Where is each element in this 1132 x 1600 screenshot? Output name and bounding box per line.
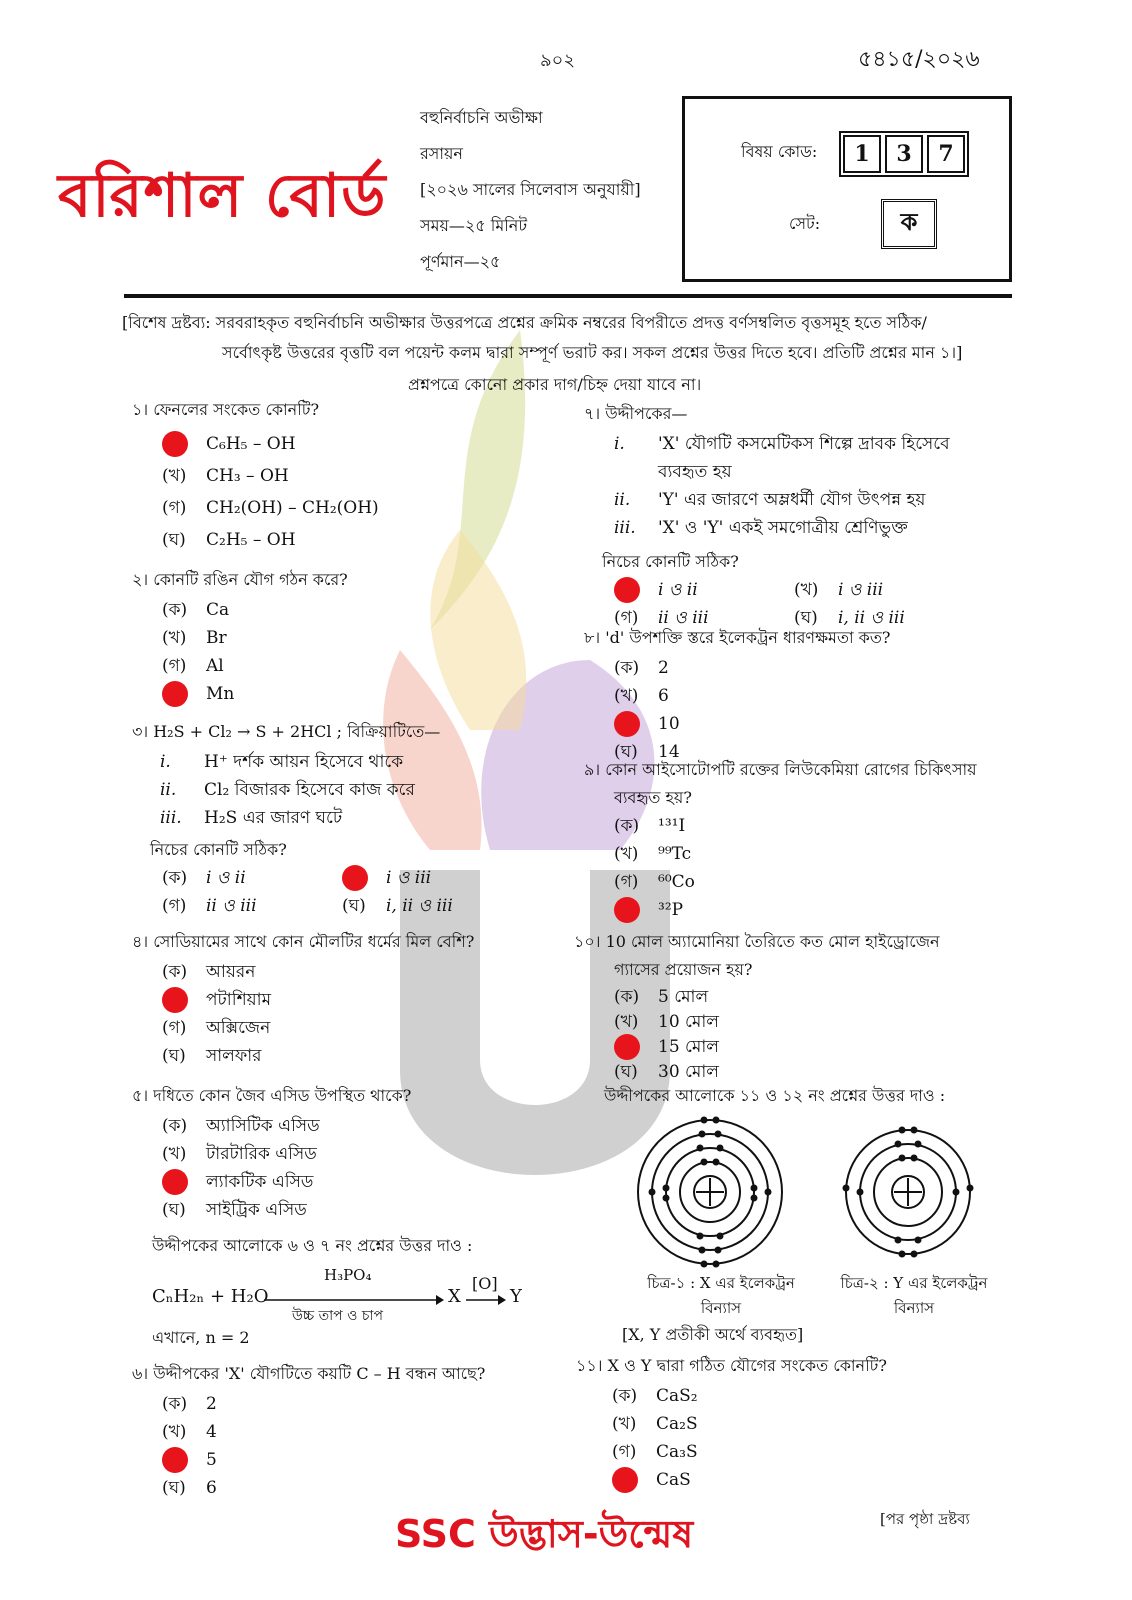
option-label: (ঘ)	[614, 742, 638, 762]
option-label: (ক)	[614, 816, 640, 836]
answer-marker	[612, 1467, 638, 1493]
subject-name: রসায়ন	[420, 144, 463, 163]
option-text: ii ও iii	[206, 896, 257, 916]
option-label: (ঘ)	[162, 530, 186, 550]
option-row[interactable]	[162, 624, 572, 652]
option-row[interactable]	[162, 652, 572, 680]
product-y: Y	[510, 1286, 522, 1307]
option-text: 5	[206, 1450, 217, 1470]
option-text: ⁹⁹Tc	[658, 844, 692, 864]
option-text: আয়রন	[206, 962, 256, 982]
atom-diagram-x	[630, 1112, 790, 1272]
option-label: (ক)	[162, 962, 188, 982]
question-1	[132, 396, 572, 556]
question-text: কোনটি রঙিন যৌগ গঠন করে?	[153, 570, 348, 589]
option-text: পটাশিয়াম	[206, 990, 272, 1010]
option-row[interactable]	[612, 1410, 1006, 1438]
option-text: অ্যাসিটিক এসিড	[206, 1116, 320, 1136]
question-text: ফেনলের সংকেত কোনটি?	[153, 400, 320, 419]
question-number: ৪।	[132, 932, 149, 951]
option-text: Ca₂S	[656, 1414, 698, 1434]
option-row[interactable]	[614, 682, 1004, 710]
option-text: Mn	[206, 684, 235, 704]
option-row[interactable]	[614, 654, 1004, 682]
footer-brand: SSC উদ্ভাস-উন্মেষ	[395, 1512, 694, 1556]
option-row[interactable]	[614, 812, 1004, 840]
option-text: টারটারিক এসিড	[206, 1144, 317, 1164]
option-label: (ক)	[162, 600, 188, 620]
option-text: 4	[206, 1422, 217, 1442]
option-text: i, ii ও iii	[838, 608, 905, 628]
option-text: অক্সিজেন	[206, 1018, 271, 1038]
question-text: 'd' উপশক্তি স্তরে ইলেকট্রন ধারণক্ষমতা কত?	[605, 628, 891, 647]
header-divider	[124, 294, 1012, 298]
product-x: X	[448, 1286, 461, 1307]
symbol-note: [X, Y প্রতীকী অর্থে ব্যবহৃত]	[622, 1325, 804, 1344]
question-ask: নিচের কোনটি সঠিক?	[150, 840, 287, 859]
option-row[interactable]	[614, 984, 1004, 1009]
option-label: (খ)	[162, 1144, 187, 1164]
question-8	[584, 624, 1004, 766]
catalyst: H₃PO₄	[324, 1266, 372, 1284]
option-row[interactable]	[162, 1042, 572, 1070]
option-text: i ও ii	[658, 580, 698, 600]
stimulus-intro: উদ্দীপকের আলোকে ১১ ও ১২ নং প্রশ্নের উত্তর দাও :	[604, 1086, 946, 1105]
option-label: (ঘ)	[614, 1061, 638, 1082]
option-row[interactable]	[162, 524, 572, 556]
option-row[interactable]	[614, 576, 794, 604]
set-label: সেট:	[789, 214, 821, 233]
option-text: i, ii ও iii	[386, 896, 453, 916]
option-text: 6	[206, 1478, 217, 1498]
question-text: দধিতে কোন জৈব এসিড উপস্থিত থাকে?	[153, 1086, 412, 1105]
answer-marker	[162, 987, 188, 1013]
question-text: 10 মোল অ্যামোনিয়া তৈরিতে কত মোল হাইড্রোজেন	[605, 932, 940, 951]
option-text: 6	[658, 686, 669, 706]
question-number: ১১।	[576, 1356, 603, 1375]
question-3	[132, 718, 572, 920]
option-label: (খ)	[162, 466, 187, 486]
option-text: 15 মোল	[658, 1036, 719, 1057]
option-label: (ক)	[614, 986, 640, 1007]
option-row[interactable]	[162, 1112, 572, 1140]
statement-text: Cl₂ বিজারক হিসেবে কাজ করে	[204, 780, 415, 800]
option-row[interactable]	[612, 1382, 1006, 1410]
question-text: উদ্দীপকের 'X' যৌগটিতে কয়টি C – H বন্ধন আছে?	[153, 1364, 486, 1383]
statement-text: 'X' ও 'Y' একই সমগোত্রীয় শ্রেণিভুক্ত	[658, 518, 908, 538]
answer-marker	[614, 897, 640, 923]
statement-text: ব্যবহৃত হয়	[658, 462, 732, 482]
caption-line: বিন্যাস	[700, 1299, 742, 1317]
option-text: i ও iii	[386, 868, 432, 888]
question-text: X ও Y দ্বারা গঠিত যৌগের সংকেত কোনটি?	[607, 1356, 887, 1375]
statement-text: 'Y' এর জারণে অম্লধর্মী যৌগ উৎপন্ন হয়	[658, 490, 926, 510]
option-label: (গ)	[162, 656, 187, 676]
option-row[interactable]	[614, 1034, 1004, 1059]
answer-marker	[162, 1169, 188, 1195]
option-row[interactable]	[794, 576, 994, 604]
option-text: সাইট্রিক এসিড	[206, 1200, 307, 1220]
option-label: (ক)	[612, 1386, 638, 1406]
statement-text: H₂S এর জারণ ঘটে	[204, 808, 343, 828]
option-text: CH₃ – OH	[206, 466, 289, 486]
page-number: ৯০২	[540, 50, 576, 71]
statement-row	[614, 486, 1004, 514]
option-text: Ca₃S	[656, 1442, 698, 1462]
atom-diagram-y	[838, 1122, 978, 1262]
full-marks: পূর্ণমান—২৫	[420, 252, 501, 271]
question-number: ১০।	[574, 932, 601, 951]
question-10	[574, 928, 1004, 1084]
option-label: (খ)	[794, 580, 819, 600]
exam-type: বহুনির্বাচনি অভীক্ষা	[420, 108, 543, 127]
answer-marker	[342, 865, 368, 891]
option-text: ³²P	[658, 900, 684, 920]
option-text: 10	[658, 714, 680, 734]
question-number: ৩।	[132, 722, 149, 741]
question-9	[584, 756, 1004, 924]
option-label: (গ)	[162, 498, 187, 518]
option-label: (ক)	[614, 658, 640, 678]
roman-label: i.	[160, 752, 171, 772]
question-text-cont: ব্যবহৃত হয়?	[614, 788, 692, 807]
statement-row	[614, 458, 1004, 486]
statement-row	[160, 776, 572, 804]
question-text-cont: গ্যাসের প্রয়োজন হয়?	[614, 960, 753, 979]
option-text: i ও iii	[838, 580, 884, 600]
option-row[interactable]	[162, 986, 572, 1014]
question-4	[132, 928, 572, 1070]
stimulus-note: এখানে, n = 2	[152, 1328, 250, 1347]
option-row[interactable]	[162, 428, 572, 460]
option-row[interactable]	[614, 868, 1004, 896]
option-label: (গ)	[612, 1442, 637, 1462]
option-label: (ক)	[162, 1394, 188, 1414]
syllabus-note: [২০২৬ সালের সিলেবাস অনুযায়ী]	[420, 180, 641, 199]
question-number: ৫।	[132, 1086, 149, 1105]
option-row[interactable]	[162, 958, 572, 986]
option-row[interactable]	[162, 596, 572, 624]
option-label: (ঘ)	[162, 1046, 186, 1066]
answer-marker	[614, 577, 640, 603]
exam-meta	[420, 100, 641, 280]
option-text: CaS	[656, 1470, 691, 1490]
option-text: ¹³¹I	[658, 816, 686, 836]
option-label: (ক)	[162, 1116, 188, 1136]
subject-code-label: বিষয় কোড:	[741, 142, 818, 161]
option-label: (ঘ)	[342, 896, 366, 916]
answer-marker	[614, 1034, 640, 1060]
option-row[interactable]	[162, 1418, 572, 1446]
option-label: (গ)	[162, 896, 187, 916]
option-text: 2	[658, 658, 669, 678]
option-row[interactable]	[612, 1466, 1006, 1494]
subject-code-digits	[839, 131, 969, 177]
option-text: 5 মোল	[658, 986, 709, 1007]
option-row[interactable]	[162, 864, 342, 892]
option-row[interactable]	[162, 1446, 572, 1474]
question-text: কোন আইসোটোপটি রক্তের লিউকেমিয়া রোগের চিকিৎসায়	[605, 760, 977, 779]
question-ask: নিচের কোনটি সঠিক?	[602, 552, 739, 571]
option-text: Br	[206, 628, 227, 648]
caption-line: চিত্র-২ : Y এর ইলেকট্রন	[840, 1274, 988, 1292]
option-row[interactable]	[162, 892, 342, 920]
question-text: উদ্দীপকের—	[605, 404, 688, 423]
answer-marker	[162, 431, 188, 457]
oxidation-label: [O]	[472, 1274, 498, 1293]
option-label: (ঘ)	[794, 608, 818, 628]
option-row[interactable]	[162, 1168, 572, 1196]
option-row[interactable]	[162, 492, 572, 524]
answer-marker	[162, 1447, 188, 1473]
answer-marker	[162, 681, 188, 707]
option-row[interactable]	[162, 1474, 572, 1502]
question-number: ৮।	[584, 628, 601, 647]
code-digit: 3	[885, 135, 923, 173]
question-number: ৯।	[584, 760, 601, 779]
option-text: 30 মোল	[658, 1061, 719, 1082]
statement-text: 'X' যৌগটি কসমেটিকস শিল্পে দ্রাবক হিসেবে	[658, 434, 950, 454]
option-text: Al	[206, 656, 224, 676]
reaction-equation	[152, 1266, 552, 1328]
instruction-warning: প্রশ্নপত্রে কোনো প্রকার দাগ/চিহ্ন দেয়া যাবে না।	[408, 375, 702, 394]
option-text: i ও ii	[206, 868, 246, 888]
reactants: CₙH₂ₙ + H₂O	[152, 1286, 269, 1307]
instruction-line: সর্বোৎকৃষ্ট উত্তরের বৃত্তটি বল পয়েন্ট কলম দ্বারা সম্পূর্ণ ভরাট কর। সকল প্রশ্নের উত্তর দিতে হবে। প্রতিটি প্রশ্নের মান ১।]	[222, 343, 963, 362]
figure-2-caption	[824, 1272, 1004, 1322]
question-number: ৭।	[584, 404, 601, 423]
option-text: ii ও iii	[658, 608, 709, 628]
statement-row	[614, 430, 1004, 458]
option-row[interactable]	[614, 1059, 1004, 1084]
option-text: ⁶⁰Co	[658, 872, 695, 892]
option-row[interactable]	[162, 1014, 572, 1042]
option-label: (খ)	[614, 844, 639, 864]
caption-line: চিত্র-১ : X এর ইলেকট্রন	[647, 1274, 795, 1292]
option-row[interactable]	[162, 1140, 572, 1168]
board-title: বরিশাল বোর্ড	[58, 161, 387, 231]
statement-row	[160, 748, 572, 776]
option-text: CaS₂	[656, 1386, 698, 1406]
instruction-line: [বিশেষ দ্রষ্টব্য: সরবরাহকৃত বহুনির্বাচনি অভীক্ষার উত্তরপত্রে প্রশ্নের ক্রমিক নম্বরের বিপরীতে প্রদত্ত বর্ণসম্বলিত বৃত্তসমূহ হতে সঠিক/	[122, 313, 927, 332]
option-row[interactable]	[614, 840, 1004, 868]
question-7	[584, 400, 1004, 632]
option-label: (খ)	[162, 628, 187, 648]
statement-row	[160, 804, 572, 832]
roman-label: ii.	[160, 780, 177, 800]
option-row[interactable]	[162, 680, 572, 708]
option-text: সালফার	[206, 1046, 262, 1066]
option-label: (ক)	[162, 868, 188, 888]
question-text: সোডিয়ামের সাথে কোন মৌলটির ধর্মের মিল বেশি?	[153, 932, 475, 951]
question-6	[132, 1360, 572, 1502]
option-label: (খ)	[614, 1011, 639, 1032]
option-text: C₆H₅ – OH	[206, 434, 296, 454]
option-text: CH₂(OH) – CH₂(OH)	[206, 498, 379, 518]
question-number: ৬।	[132, 1364, 149, 1383]
stimulus-intro: উদ্দীপকের আলোকে ৬ ও ৭ নং প্রশ্নের উত্তর দাও :	[152, 1236, 473, 1255]
option-row[interactable]	[614, 896, 1004, 924]
question-11	[576, 1352, 1006, 1494]
option-row[interactable]	[614, 1009, 1004, 1034]
oxidation-arrow	[466, 1292, 506, 1308]
option-label: (খ)	[612, 1414, 637, 1434]
option-row[interactable]	[614, 710, 1004, 738]
option-label: (ঘ)	[162, 1478, 186, 1498]
answer-marker	[614, 711, 640, 737]
question-2	[132, 566, 572, 708]
option-row[interactable]	[162, 1390, 572, 1418]
question-5	[132, 1082, 572, 1224]
next-page-note: [পর পৃষ্ঠা দ্রষ্টব্য	[880, 1510, 970, 1528]
option-label: (গ)	[614, 608, 639, 628]
option-row[interactable]	[612, 1438, 1006, 1466]
statement-text: H⁺ দর্শক আয়ন হিসেবে থাকে	[204, 752, 404, 772]
figure-1-caption	[636, 1272, 806, 1322]
roman-label: i.	[614, 434, 625, 454]
condition: উচ্চ তাপ ও চাপ	[292, 1308, 383, 1324]
question-number: ১।	[132, 400, 149, 419]
option-row[interactable]	[342, 864, 542, 892]
option-row[interactable]	[162, 460, 572, 492]
option-text: C₂H₅ – OH	[206, 530, 296, 550]
caption-line: বিন্যাস	[893, 1299, 935, 1317]
roman-label: iii.	[160, 808, 182, 828]
option-text: 2	[206, 1394, 217, 1414]
roman-label: ii.	[614, 490, 631, 510]
set-value: ক	[881, 199, 937, 249]
option-label: (খ)	[614, 686, 639, 706]
option-label: (গ)	[162, 1018, 187, 1038]
option-label: (খ)	[162, 1422, 187, 1442]
option-text: ল্যাকটিক এসিড	[206, 1172, 314, 1192]
time-allowed: সময়—২৫ মিনিট	[420, 216, 528, 235]
document-code: ৫৪১৫/২০২৬	[858, 47, 980, 72]
option-row[interactable]	[162, 1196, 572, 1224]
option-label: (ঘ)	[162, 1200, 186, 1220]
option-text: 14	[658, 742, 680, 762]
subject-code-box	[682, 96, 1012, 282]
question-number: ২।	[132, 570, 149, 589]
code-digit: 1	[843, 135, 881, 173]
roman-label: iii.	[614, 518, 636, 538]
option-label: (গ)	[614, 872, 639, 892]
instructions	[122, 308, 1012, 368]
code-digit: 7	[927, 135, 965, 173]
option-text: Ca	[206, 600, 230, 620]
option-text: 10 মোল	[658, 1011, 719, 1032]
statement-row	[614, 514, 1004, 542]
question-text: H₂S + Cl₂ → S + 2HCl ; বিক্রিয়াটিতে—	[153, 722, 441, 741]
option-row[interactable]	[342, 892, 542, 920]
